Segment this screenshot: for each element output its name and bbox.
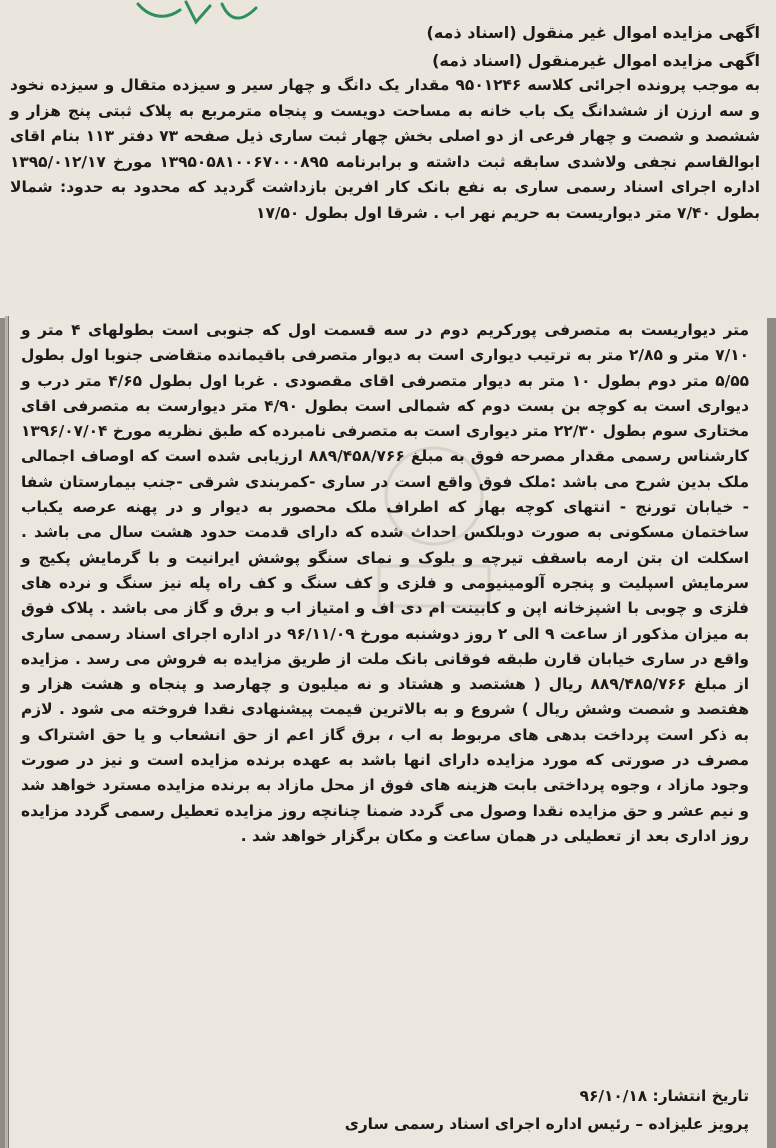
announcement-title-2: اگهی مزایده اموال غیرمنقول (اسناد ذمه) bbox=[432, 51, 760, 70]
announcement-paragraph-1: به موجب پرونده اجرائی کلاسه ۹۵۰۱۲۴۶ مقدار یک دانگ و چهار سیر و سیزده متقال و سیزده نخود و سه ارزن از ششدانگ یک باب خانه به مساحت دویست و پنجاه مترمربع به پلاک ثبتی پنج هزار و ششصد و شصت و چهار فرعی از دو اصلی بخش چهار ثبت ساری ذیل صفحه ۷۳ دفتر ۱۱۳ بنام اقای ابوالقاسم نجفی ولاشدی سابقه ثبت داشته و برابرنامه ۱۳۹۵۰۵۸۱۰۰۶۷۰۰۰۸۹۵ مورخ ۱۳۹۵/۰۱۲/۱۷ اداره اجرای اسناد رسمی ساری به نفع بانک کار افرین بازداشت گردید که محدود به حدود: شمالا بطول ۷/۴۰ متر دیواریست به حریم نهر اب . شرقا اول بطول ۱۷/۵۰ bbox=[10, 76, 761, 222]
signature-line: پرویز علیزاده – رئیس اداره اجرای اسناد رسمی ساری bbox=[344, 1115, 749, 1133]
announcement-paragraph-2: متر دیواریست به متصرفی پورکریم دوم در سه قسمت اول که جنوبی است بطولهای ۴ متر و ۷/۱۰ متر و ۲/۸۵ متر به ترتیب دیواری است به دیوار متصرفی باقیمانده متقاضی جنوبا اول بطول ۵/۵۵ متر دوم بطول ۱۰ متر به دیوار متصرفی اقای مقصودی . غربا اول بطول ۴/۶۵ متر درب و دیواری است به کوچه بن بست دوم که شمالی است بطول ۴/۹۰ متر دیوارست به متصرفی اقای مختاری سوم بطول ۲۲/۳۰ متر دیواری است به متصرفی نامبرده که طبق نظریه مورخ ۱۳۹۶/۰۷/۰۴ کارشناس رسمی مقدار مصرحه فوق به مبلغ ۸۸۹/۴۵۸/۷۶۶ ارزیابی شده است که اوصاف اجمالی ملک بدین شرح می باشد :ملک فوق واقع است در ساری -کمربندی شرقی -جنب بیمارستان شفا - خیابان تورنج - انتهای کوچه بهار که اطراف ملک محصور به دیوار و در پهنه عرصه یکباب ساختمان مسکونی به صورت دوبلکس احداث شده که دارای قدمت حدود هشت سال می باشد . اسکلت ان بتن ارمه باسقف تیرچه و بلوک و نمای سنگو پوشش ایرانیت و با گرمایش پکیج و سرمایش اسپلیت و پنجره آلومینیومی و فلزی و کف سنگ و کف راه پله نیز سنگ و نرده های فلزی و چوبی با اشپزخانه اپن و کابینت ام دی اف و امتیاز اب و برق و گاز می باشد . پلاک فوق به میزان مذکور از ساعت ۹ الی ۲ روز دوشنبه مورخ ۹۶/۱۱/۰۹ در اداره اجرای اسناد رسمی ساری واقع در ساری خیابان قارن طبقه فوقانی بانک ملت از طریق مزایده به فروش می رسد . مزایده از مبلغ ۸۸۹/۴۸۵/۷۶۶ ریال ( هشتصد و هشتاد و نه میلیون و چهارصد و پنجاه و هشت هزار و هفتصد و شصت وشش ریال ) شروع و به بالاترین قیمت پیشنهادی نقدا فروخته می شود . لازم به ذکر است پرداخت بدهی های مربوط به اب ، برق گاز اعم از حق انشعاب و یا حق اشتراک و مصرف در صورتی که مورد مزایده دارای انها باشد به عهده برنده مزایده است و نیز در صورت وجود مازاد ، وجوه پرداختی بابت هزینه های فوق از محل مازاد به برنده مزایده مسترد خواهد شد و نیم عشر و حق مزایده نقدا وصول می گردد ضمنا چنانچه روز مزایده تعطیل رسمی گردد مزایده روز اداری بعد از تعطیلی در همان ساعت و مکان برگزار خواهد شد . bbox=[21, 321, 750, 845]
green-handwritten-mark bbox=[130, 0, 270, 32]
clipping-bottom-piece bbox=[8, 316, 767, 1148]
announcement-title-1: اگهی مزایده اموال غیر منقول (اسناد ذمه) bbox=[426, 23, 760, 42]
clipping-top-piece bbox=[0, 0, 776, 318]
publish-date: تاریخ انتشار: ۹۶/۱۰/۱۸ bbox=[579, 1087, 749, 1105]
